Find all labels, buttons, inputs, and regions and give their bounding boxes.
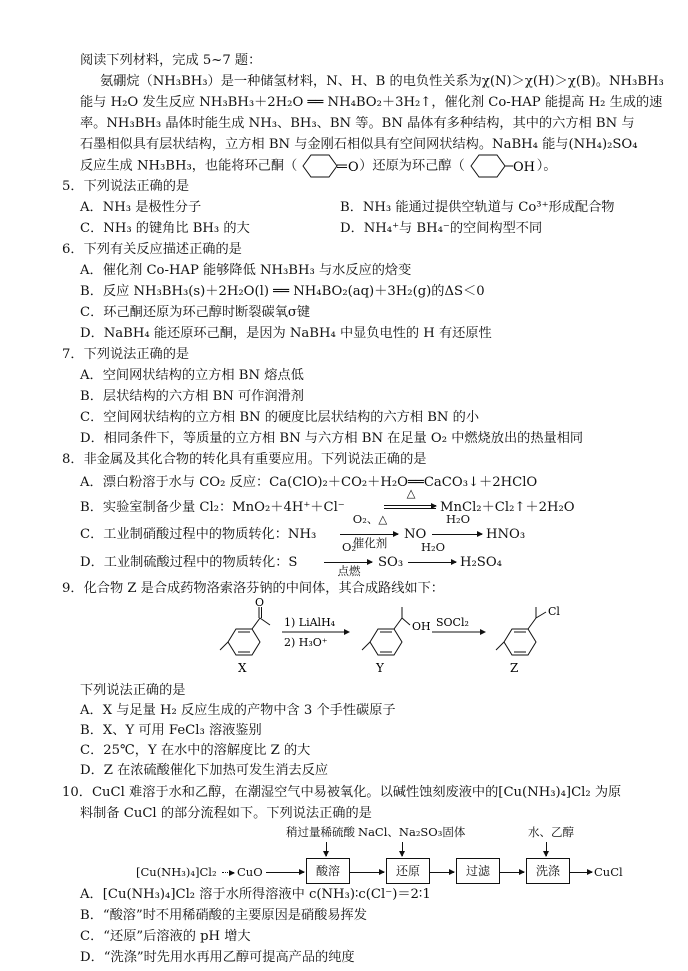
compound-z-structure — [496, 607, 546, 655]
q8-c-cond-bottom: 催化剂 — [352, 536, 388, 550]
q9-option-c: C．25℃，Y 在水中的溶解度比 Z 的大 — [80, 743, 311, 758]
intro-line: 率。NH₃BH₃ 晶体时能生成 NH₃、BH₃、BN 等。BN 晶体有多种结构，其中的六方相 BN 与 — [80, 116, 635, 131]
intro-text: 反应生成 NH₃BH₃，也能将环己酮（ — [80, 158, 298, 174]
compound-y-structure — [362, 607, 410, 655]
x-carbonyl-o: O — [255, 598, 265, 609]
q8-c-arrow1 — [340, 534, 398, 535]
q8-d-cond2: H₂O — [420, 540, 446, 554]
compound-x-structure — [220, 607, 270, 655]
q8-d-arrow2 — [408, 562, 456, 563]
intro-line: 氨硼烷（NH₃BH₃）是一种储氢材料，N、H、B 的电负性关系为χ(N)＞χ(H)＞χ(B)。NH₃BH₃ — [100, 74, 664, 89]
q8-d-arrow1 — [324, 562, 372, 563]
q10-arrow-down1 — [326, 842, 327, 856]
q10-box-reduce: 还原 — [386, 858, 430, 884]
q8-b-equal-sign — [384, 505, 436, 509]
q9-option-b: B．X、Y 可用 FeCl₃ 溶液鉴别 — [80, 723, 262, 738]
q10-arrow2 — [350, 872, 384, 873]
q8-b-left: B．实验室制备少量 Cl₂：MnO₂＋4H⁺＋Cl⁻ — [80, 500, 345, 515]
q10-arrow-down2 — [402, 842, 403, 856]
q8-d-cond-top: O₂ — [341, 540, 357, 554]
q10-box-acid-dissolve: 酸溶 — [306, 858, 350, 884]
q5-option-c: C．NH₃ 的键角比 BH₃ 的大 — [80, 221, 250, 236]
q10-start-material: [Cu(NH₃)₄]Cl₂ — [136, 865, 217, 879]
q5-option-d: D．NH₄⁺与 BH₄⁻的空间构型不同 — [340, 221, 543, 236]
z-cl: Cl — [548, 605, 560, 618]
q9-step2: 2) H₃O⁺ — [284, 636, 328, 649]
x-label: X — [238, 661, 247, 674]
q10-option-a: A．[Cu(NH₃)₄]Cl₂ 溶于水所得溶液中 c(NH₃)∶c(Cl⁻)＝2∶1 — [80, 887, 431, 902]
q10-option-b: B．“酸溶”时不用稀硝酸的主要原因是硝酸易挥发 — [80, 908, 367, 923]
q6-option-d: D．NaBH₄ 能还原环己酮，是因为 NaBH₄ 中显负电性的 H 有还原性 — [80, 326, 492, 341]
q7-stem: 7．下列说法正确的是 — [62, 347, 190, 362]
q8-c-mid: NO — [404, 527, 427, 542]
q10-stem-line1: 10．CuCl 难溶于水和乙醇，在潮湿空气中易被氧化。以碱性蚀刻废液中的[Cu(NH₃)₄]Cl₂ 为原 — [62, 785, 622, 800]
q10-dotted-arrow — [222, 872, 234, 874]
q9-option-a: A．X 与足量 H₂ 反应生成的产物中含 3 个手性碳原子 — [80, 703, 396, 718]
q9-option-d: D．Z 在浓硫酸催化下加热可发生消去反应 — [80, 763, 329, 778]
z-label: Z — [510, 661, 519, 674]
cyclohexanol-structure — [465, 152, 537, 180]
q9-arrow2-head — [480, 629, 486, 635]
q8-option-d — [80, 552, 297, 573]
q10-arrow1 — [266, 872, 304, 873]
q8-d-mid: SO₃ — [378, 555, 404, 570]
q8-c-cond-top: O₂、△ — [352, 512, 388, 526]
q10-box-filter: 过滤 — [456, 858, 500, 884]
alcohol-oh-label: OH — [512, 160, 535, 175]
q10-option-d: D．“洗涤”时先用水再用乙醇可提高产品的纯度 — [80, 950, 355, 965]
q10-arrow5 — [570, 872, 592, 873]
q10-reagent-wash: 水、乙醇 — [528, 825, 574, 839]
q10-option-c: C．“还原”后溶液的 pH 增大 — [80, 929, 251, 944]
q8-stem: 8．非金属及其化合物的转化具有重要应用。下列说法正确的是 — [62, 452, 427, 467]
intro-heading: 阅读下列材料，完成 5~7 题： — [80, 53, 262, 68]
q10-box-wash: 洗涤 — [526, 858, 570, 884]
q9-reagent2: SOCl₂ — [436, 616, 469, 629]
cyclohexanone-structure — [297, 152, 359, 180]
q8-option-c — [80, 524, 316, 545]
y-oh: OH — [412, 620, 431, 633]
q10-arrow4 — [500, 872, 524, 873]
q7-option-a: A．空间网状结构的立方相 BN 熔点低 — [80, 368, 304, 383]
q9-step1: 1) LiAlH₄ — [284, 616, 336, 629]
q8-d-cond-bottom: 点燃 — [337, 564, 361, 578]
q8-c-end: HNO₃ — [486, 527, 526, 542]
q6-option-b: B．反应 NH₃BH₃(s)＋2H₂O(l) ══ NH₄BO₂(aq)＋3H₂(g)的ΔS＜0 — [80, 284, 485, 299]
q5-option-a: A．NH₃ 是极性分子 — [80, 200, 202, 215]
q8-c-arrow2 — [432, 534, 482, 535]
q6-option-c: C．环己酮还原为环己醇时断裂碳氧σ键 — [80, 305, 311, 320]
q8-d-left: D．工业制硫酸过程中的物质转化：S — [80, 555, 298, 570]
q8-c-left: C．工业制硝酸过程中的物质转化：NH₃ — [80, 527, 317, 542]
q10-end-product: CuCl — [594, 865, 623, 879]
q10-stem-line2: 料制备 CuCl 的部分流程如下。下列说法正确的是 — [80, 806, 372, 821]
q10-arrow3 — [430, 872, 454, 873]
q8-d-end: H₂SO₄ — [460, 555, 502, 570]
q10-arrow-down3 — [546, 842, 547, 856]
intro-text: ）还原为环己醇（ — [359, 158, 465, 174]
q8-option-b — [80, 497, 345, 518]
ketone-o-label: O — [348, 160, 359, 175]
q7-option-d: D．相同条件下，等质量的立方相 BN 与六方相 BN 在足量 O₂ 中燃烧放出的热量相同 — [80, 431, 584, 446]
q10-reagent-acid: 稍过量稀硫酸 — [286, 825, 355, 839]
q6-option-a: A．催化剂 Co-HAP 能够降低 NH₃BH₃ 与水反应的焓变 — [80, 263, 412, 278]
q9-arrow1-head — [344, 629, 350, 635]
q5-option-b: B．NH₃ 能通过提供空轨道与 Co³⁺形成配合物 — [340, 200, 615, 215]
q8-option-a: A．漂白粉溶于水与 CO₂ 反应：Ca(ClO)₂＋CO₂＋H₂O══CaCO₃↓＋2HClO — [80, 475, 538, 490]
q5-stem: 5．下列说法正确的是 — [62, 179, 190, 194]
intro-line: 石墨相似具有层状结构，立方相 BN 与金刚石相似具有空间网状结构。NaBH₄ 能与(NH₄)₂SO₄ — [80, 137, 638, 152]
q10-cuo: CuO — [237, 865, 263, 879]
q8-c-cond2: H₂O — [445, 512, 471, 526]
intro-text: ）。 — [536, 158, 557, 174]
q7-option-c: C．空间网状结构的立方相 BN 的硬度比层状结构的六方相 BN 的小 — [80, 410, 480, 425]
q9-synthesis-route — [210, 598, 590, 674]
q10-reagent-nacl: NaCl、Na₂SO₃固体 — [358, 825, 466, 839]
q9-stem: 9．化合物 Z 是合成药物洛索洛芬钠的中间体，其合成路线如下： — [62, 581, 444, 596]
q9-subhead: 下列说法正确的是 — [80, 683, 186, 698]
q8-b-condition: △ — [406, 486, 416, 500]
q7-option-b: B．层状结构的六方相 BN 可作润滑剂 — [80, 389, 304, 404]
q6-stem: 6．下列有关反应描述正确的是 — [62, 242, 242, 257]
q8-b-right: MnCl₂＋Cl₂↑＋2H₂O — [440, 500, 575, 515]
intro-line: 能与 H₂O 发生反应 NH₃BH₃＋2H₂O ══ NH₄BO₂＋3H₂↑，催化剂 Co-HAP 能提高 H₂ 生成的速 — [80, 95, 663, 110]
y-label: Y — [376, 661, 384, 674]
